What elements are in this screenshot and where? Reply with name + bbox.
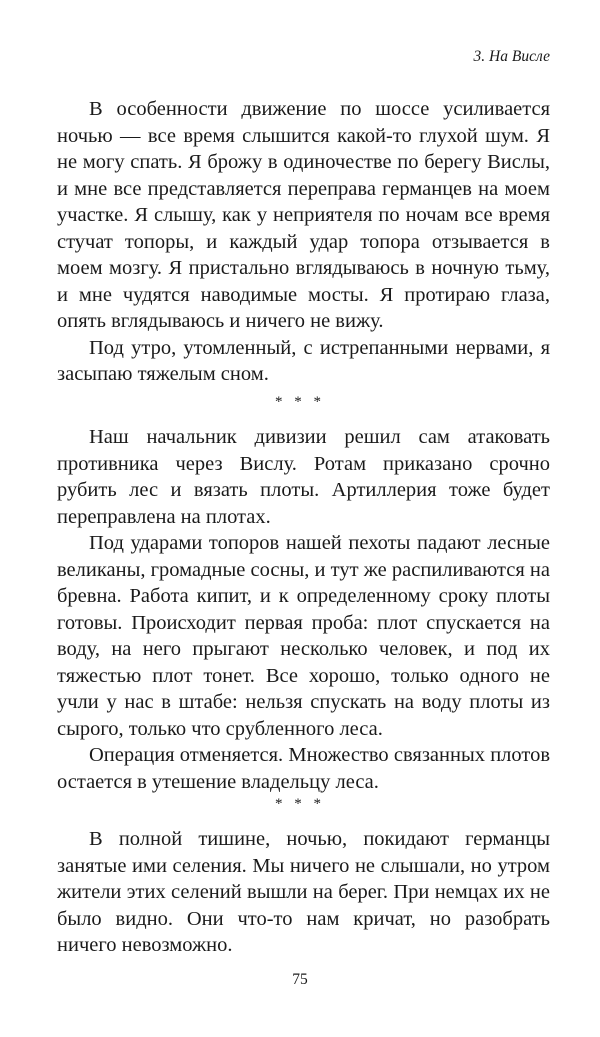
paragraph: Под ударами топоров нашей пехоты падают лесные великаны, громадные сосны, и тут же распиливаются на бревна. Работа кипит, и к определенному сроку плоты готовы. Происходит первая проба: плот спускается на воду, на него прыгают несколько человек, и под их тяжестью плот тонет. Все хорошо, только одного не учли у нас в штабе: нельзя спускать на воду плоты из сырого, только что срубленного леса. (57, 532, 550, 740)
section-separator: * * * (275, 796, 325, 812)
text-section-1 (57, 96, 550, 388)
running-header: 3. На Висле (473, 48, 550, 65)
paragraph: В особенности движение по шоссе усиливается ночью — все время слышится какой-то глухой шум. Я не могу спать. Я брожу в одиночестве по берегу Вислы, и мне все представляется переправа германцев на моем участке. Я слышу, как у неприятеля по ночам все время стучат топоры, и каждый удар топора отзывается в моем мозгу. Я пристально вглядываюсь в ночную тьму, и мне чудятся наводимые мосты. Я протираю глаза, опять вглядываюсь и ничего не вижу. (57, 98, 550, 332)
paragraph: Под утро, утомленный, с истрепанными нервами, я засыпаю тяжелым сном. (57, 336, 550, 385)
paragraph: В полной тишине, ночью, покидают германцы занятые ими селения. Мы ничего не слышали, но утром жители этих селений вышли на берег. При немцах их не было видно. Они что-то нам кричат, но разобрать ничего невозможно. (57, 828, 550, 956)
paragraph: Наш начальник дивизии решил сам атаковать противника через Вислу. Ротам приказано срочно рубить лес и вязать плоты. Артиллерия тоже будет переправлена на плотах. (57, 426, 550, 528)
text-section-2 (57, 424, 550, 795)
page-number: 75 (292, 971, 308, 988)
paragraph: Операция отменяется. Множество связанных плотов остается в утешение владельцу леса. (57, 744, 550, 793)
section-separator: * * * (275, 394, 325, 410)
text-section-3 (57, 826, 550, 959)
